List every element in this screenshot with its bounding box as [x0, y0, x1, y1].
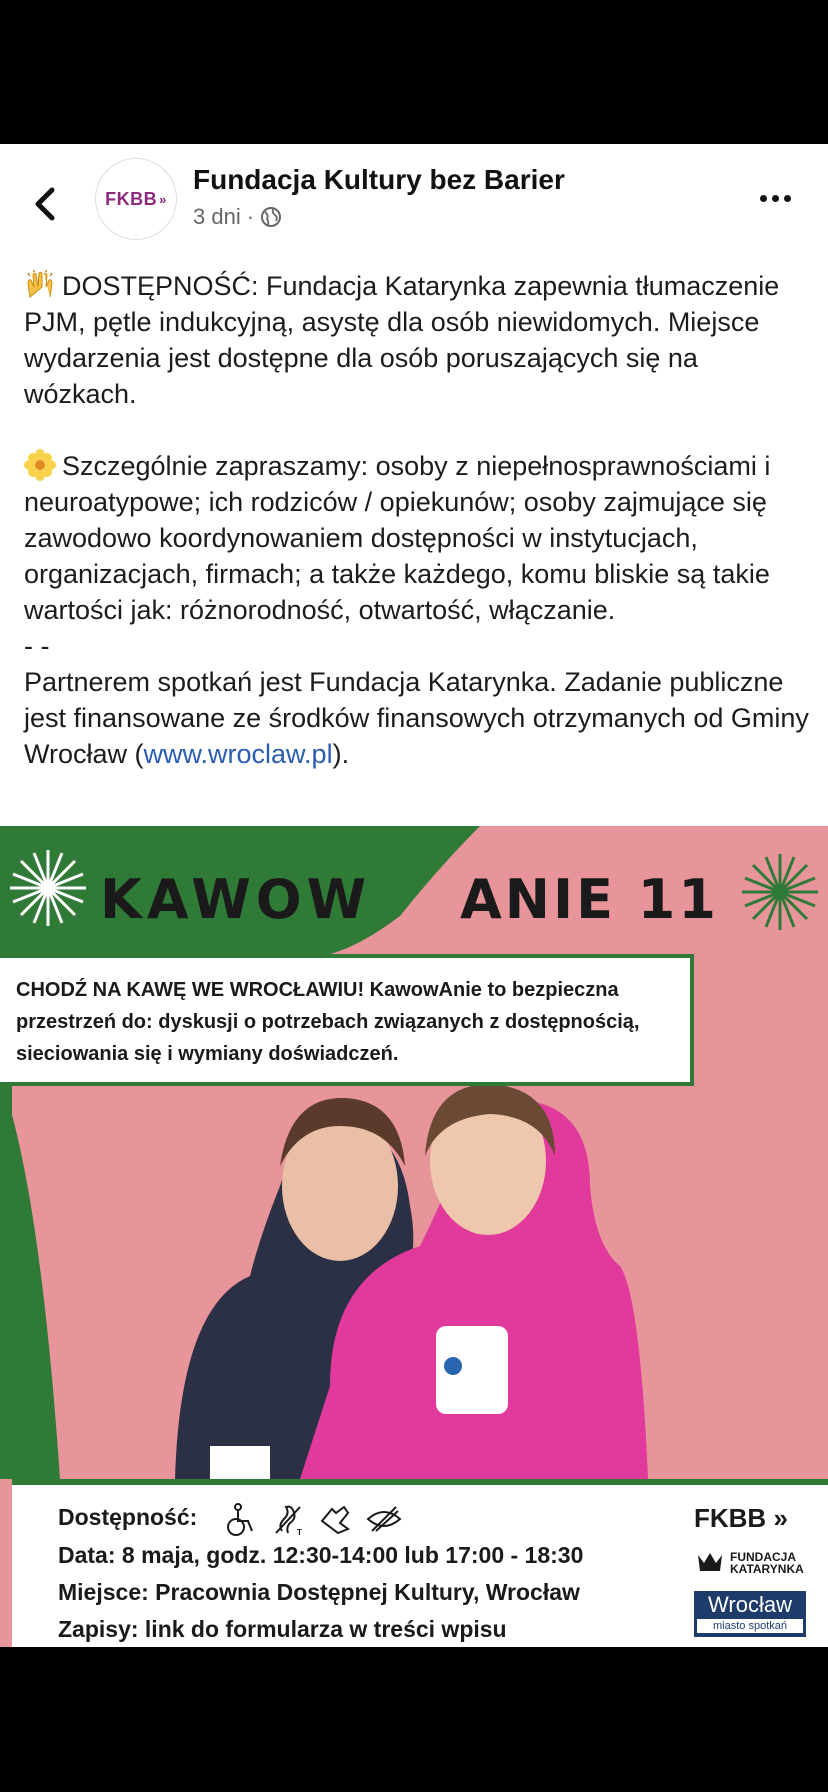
post-paragraph-3 [24, 664, 814, 772]
poster-title-left: KAWOW [100, 868, 372, 931]
meta-separator: · [246, 204, 255, 229]
post-paragraph-1 [24, 268, 814, 412]
poster-title-right: ANIE 11 [460, 868, 719, 931]
wroclaw-logo-text: Wrocław [708, 1592, 792, 1617]
katarynka-logo-line2: KATARYNKA [730, 1562, 804, 1576]
chevrons-icon: » [773, 1503, 788, 1533]
wroclaw-logo-sub: miasto spotkań [697, 1619, 803, 1633]
post-time[interactable]: 3 dni [193, 204, 241, 229]
wheelchair-icon [222, 1501, 258, 1537]
poster-info-box [12, 1479, 828, 1647]
post-paragraph-3-end: ). [332, 739, 350, 769]
more-options-button[interactable] [760, 188, 800, 208]
back-button[interactable] [28, 178, 68, 230]
signup-line: Zapisy: link do formularza w treści wpisu [58, 1615, 507, 1642]
poster-title [0, 856, 828, 936]
avatar-text: FKBB [105, 188, 158, 209]
post-meta [193, 204, 282, 230]
more-dots-icon [760, 195, 767, 202]
flower-emoji [24, 449, 56, 481]
post-paragraph-2 [24, 448, 814, 628]
post-paragraph-1-text: DOSTĘPNOŚĆ: Fundacja Katarynka zapewnia tłumaczenie PJM, pętle indukcyjną, asystę dla osób niewidomych. Miejsce wydarzenia jest dostępne dla osób poruszających się na wózkach. [24, 271, 780, 409]
wroclaw-logo [694, 1591, 806, 1637]
status-bar-area [0, 0, 828, 144]
more-dot [772, 195, 779, 202]
more-dot [784, 195, 791, 202]
post [0, 144, 828, 1647]
katarynka-crown-icon [696, 1551, 724, 1575]
access-label: Dostępność: [58, 1504, 198, 1530]
globe-icon [260, 206, 282, 228]
poster-intro-box [0, 954, 694, 1086]
place-line: Miejsce: Pracownia Dostępnej Kultury, Wrocław [58, 1578, 580, 1605]
svg-text:T: T [296, 1527, 302, 1537]
page-avatar[interactable] [95, 158, 177, 240]
date-line: Data: 8 maja, godz. 12:30-14:00 lub 17:00 - 18:30 [58, 1541, 584, 1568]
home-indicator-area [0, 1647, 828, 1792]
wroclaw-link[interactable]: www.wroclaw.pl [143, 739, 333, 769]
post-divider: - - [24, 631, 50, 661]
page-name-link[interactable]: Fundacja Kultury bez Barier [193, 164, 565, 195]
back-arrow-icon [28, 178, 68, 230]
post-text [24, 268, 814, 772]
raised-hands-emoji [24, 269, 56, 301]
post-paragraph-3-text: Partnerem spotkań jest Fundacja Katarynka. Zadanie publiczne jest finansowane ze środków finansowych otrzymanych od Gminy Wrocław ( [24, 667, 809, 769]
post-paragraph-2-text: Szczególnie zapraszamy: osoby z niepełnosprawnościami i neuroatypowe; ich rodziców / opiekunów; osoby zajmujące się zawodowo koordynowaniem dostępności w instytucjach, organizacjach, firmach; a także każdego, komu bliskie są takie wartości jak: różnorodność, otwartość, włączanie. [24, 451, 771, 625]
accessibility-icons [222, 1501, 402, 1537]
people-photo [175, 1084, 648, 1486]
poster-intro-text: CHODŹ NA KAWĘ WE WROCŁAWIU! KawowAnie to bezpieczna przestrzeń do: dyskusji o potrzebach związanych z dostępnością, sieciowania się i wymiany doświadczeń. [16, 979, 640, 1065]
poster-info-lines [58, 1499, 618, 1647]
katarynka-logo-line1: FUNDACJA [730, 1550, 796, 1564]
fkbb-logo-text: FKBB [694, 1503, 767, 1533]
sign-language-icon [318, 1501, 354, 1537]
post-image[interactable] [0, 826, 828, 1647]
access-line [58, 1499, 618, 1537]
hearing-loop-icon [270, 1501, 306, 1537]
fkbb-logo [694, 1503, 788, 1534]
low-vision-icon [366, 1501, 402, 1537]
katarynka-logo [696, 1551, 804, 1575]
chevrons-icon: » [159, 191, 167, 207]
